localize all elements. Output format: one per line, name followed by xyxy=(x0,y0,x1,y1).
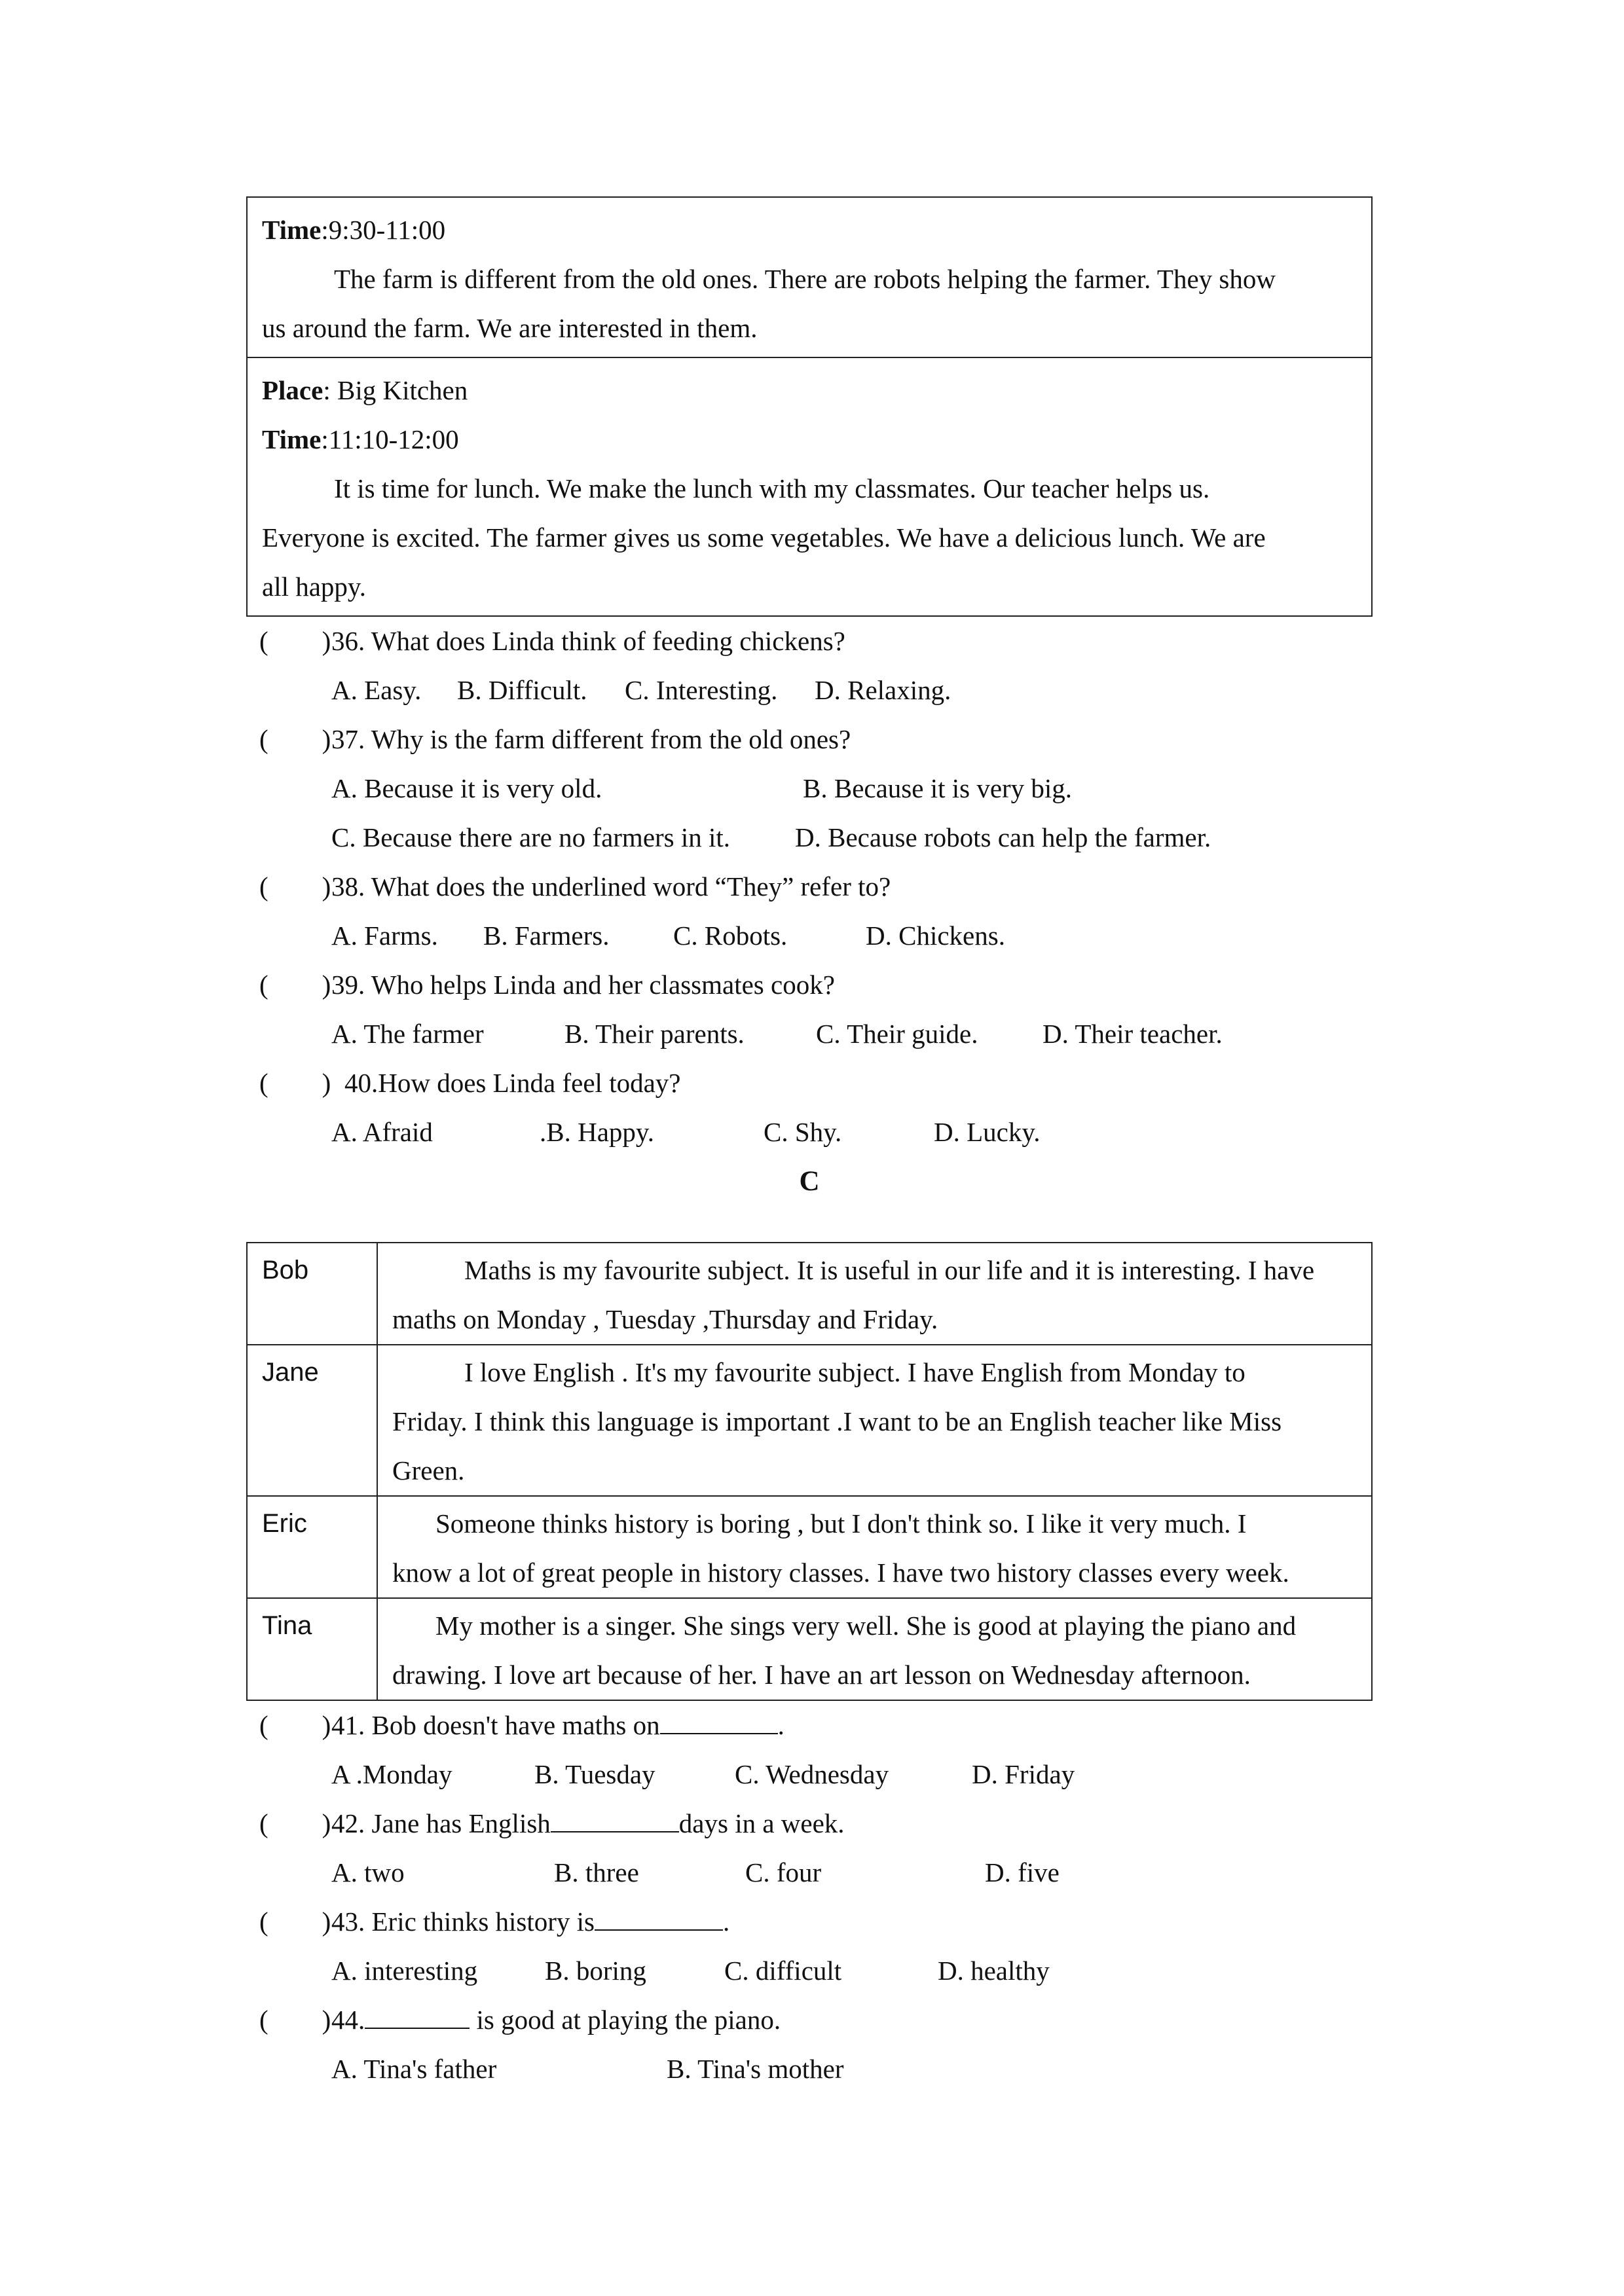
passage-text-line: It is time for lunch. We make the lunch with my classmates. Our teacher helps us. xyxy=(334,473,1210,503)
option-c: C. Robots. xyxy=(673,920,788,951)
option-c: C. four xyxy=(745,1857,822,1887)
place-line xyxy=(262,366,1358,415)
statement-line: drawing. I love art because of her. I have an art lesson on Wednesday afternoon. xyxy=(392,1660,1251,1690)
person-name: Tina xyxy=(247,1598,377,1700)
question-text: 36. What does Linda think of feeding chickens? xyxy=(331,626,845,656)
options-37-row-1 xyxy=(246,764,1373,813)
question-text: 39. Who helps Linda and her classmates cook? xyxy=(331,970,835,1000)
person-name: Jane xyxy=(247,1345,377,1496)
option-b: B. Farmers. xyxy=(483,920,610,951)
option-c: C. difficult xyxy=(724,1956,842,1986)
options-37-row-2 xyxy=(246,813,1373,862)
question-text xyxy=(331,1995,781,2045)
person-name: Eric xyxy=(247,1496,377,1598)
answer-bracket[interactable]: ( ) xyxy=(259,1906,331,1937)
statement-line: know a lot of great people in history classes. I have two history classes every week. xyxy=(392,1558,1289,1588)
option-a: A. The farmer xyxy=(331,1019,484,1049)
question-42 xyxy=(246,1799,1373,1848)
statement-line: My mother is a singer. She sings very well. She is good at playing the piano and xyxy=(435,1611,1297,1641)
question-40 xyxy=(246,1059,1373,1108)
option-a: A. interesting xyxy=(331,1956,478,1986)
question-end: days in a week. xyxy=(678,1808,845,1838)
option-d: D. Friday xyxy=(972,1759,1075,1789)
question-stem: 43. Eric thinks history is xyxy=(331,1906,595,1937)
option-d: D. Lucky. xyxy=(934,1117,1041,1147)
answer-bracket[interactable]: ( ) xyxy=(259,626,331,656)
question-36 xyxy=(246,617,1373,666)
statement-line: I love English . It's my favourite subject. I have English from Monday to xyxy=(464,1357,1246,1387)
person-statement xyxy=(377,1496,1372,1598)
option-d: D. Relaxing. xyxy=(815,675,951,705)
option-c: C. Wednesday xyxy=(735,1759,889,1789)
question-text xyxy=(331,1701,784,1750)
options-41 xyxy=(246,1750,1373,1799)
statement-line: Someone thinks history is boring , but I don't think so. I like it very much. I xyxy=(435,1508,1247,1539)
question-43 xyxy=(246,1897,1373,1946)
time-label: Time xyxy=(262,215,322,245)
answer-bracket[interactable]: ( ) xyxy=(259,970,331,1000)
place-label: Place xyxy=(262,375,323,405)
option-b: B. three xyxy=(554,1857,639,1887)
question-37 xyxy=(246,715,1373,764)
questions-b xyxy=(246,617,1373,1157)
option-b: B. Tuesday xyxy=(534,1759,655,1789)
table-row xyxy=(247,1243,1372,1345)
passage-b-block-1 xyxy=(248,198,1371,357)
option-a: A. two xyxy=(331,1857,405,1887)
question-text: 37. Why is the farm different from the old ones? xyxy=(331,724,851,754)
answer-blank[interactable] xyxy=(660,1708,778,1734)
person-statement xyxy=(377,1345,1372,1496)
question-end: is good at playing the piano. xyxy=(470,2005,781,2035)
statement-line: maths on Monday , Tuesday ,Thursday and Friday. xyxy=(392,1304,938,1334)
time-line xyxy=(262,415,1358,464)
answer-bracket[interactable]: ( ) xyxy=(259,1710,331,1740)
option-c: C. Shy. xyxy=(764,1117,842,1147)
question-41 xyxy=(246,1701,1373,1750)
options-43 xyxy=(246,1946,1373,1995)
option-b: B. Tina's mother xyxy=(667,2054,844,2084)
option-d: D. healthy xyxy=(938,1956,1050,1986)
answer-blank[interactable] xyxy=(365,2003,470,2029)
option-b: B. Their parents. xyxy=(564,1019,745,1049)
question-stem: 44. xyxy=(331,2005,365,2035)
answer-bracket[interactable]: ( ) xyxy=(259,2005,331,2035)
person-statement xyxy=(377,1243,1372,1345)
time-label: Time xyxy=(262,424,322,454)
option-d: D. Their teacher. xyxy=(1043,1019,1223,1049)
question-stem: 41. Bob doesn't have maths on xyxy=(331,1710,660,1740)
option-b: .B. Happy. xyxy=(540,1117,654,1147)
answer-blank[interactable] xyxy=(551,1806,679,1832)
option-a: A. Because it is very old. xyxy=(331,773,602,803)
question-44 xyxy=(246,1995,1373,2045)
question-39 xyxy=(246,960,1373,1010)
options-40 xyxy=(246,1108,1373,1157)
option-c: C. Their guide. xyxy=(816,1019,978,1049)
option-a: A. Farms. xyxy=(331,920,438,951)
passage-text-line: us around the farm. We are interested in them. xyxy=(262,313,758,343)
time-value: :9:30-11:00 xyxy=(321,215,446,245)
statement-line: Maths is my favourite subject. It is useful in our life and it is interesting. I have xyxy=(464,1255,1315,1285)
statement-line: Friday. I think this language is important .I want to be an English teacher like Miss xyxy=(392,1406,1282,1436)
person-statement xyxy=(377,1598,1372,1700)
options-39 xyxy=(246,1010,1373,1059)
option-a: A. Afraid xyxy=(331,1117,433,1147)
answer-bracket[interactable]: ( ) xyxy=(259,871,331,902)
option-a: A. Easy. xyxy=(331,675,422,705)
passage-b-block-2 xyxy=(248,357,1371,615)
table-row xyxy=(247,1598,1372,1700)
questions-c xyxy=(246,1701,1373,2094)
question-38 xyxy=(246,862,1373,911)
question-text xyxy=(331,1897,729,1946)
answer-bracket[interactable]: ( ) xyxy=(259,1808,331,1838)
passage-text-line: The farm is different from the old ones. There are robots helping the farmer. They show xyxy=(334,264,1276,294)
passage-b-box xyxy=(246,196,1373,617)
passage-text-line: all happy. xyxy=(262,572,367,602)
time-line xyxy=(262,206,1358,255)
question-stem: 42. Jane has English xyxy=(331,1808,551,1838)
person-name: Bob xyxy=(247,1243,377,1345)
options-44 xyxy=(246,2045,1373,2094)
section-c-title: C xyxy=(799,1166,820,1197)
option-a: A. Tina's father xyxy=(331,2054,497,2084)
answer-blank[interactable] xyxy=(595,1904,723,1931)
question-text xyxy=(331,1799,845,1848)
option-c: C. Interesting. xyxy=(625,675,778,705)
options-36 xyxy=(246,666,1373,715)
option-d: D. five xyxy=(985,1857,1060,1887)
option-d: D. Because robots can help the farmer. xyxy=(795,822,1211,852)
options-42 xyxy=(246,1848,1373,1897)
table-row xyxy=(247,1345,1372,1496)
option-b: B. Because it is very big. xyxy=(803,773,1073,803)
passage-text-line: Everyone is excited. The farmer gives us some vegetables. We have a delicious lunch. We are xyxy=(262,522,1266,553)
question-end: . xyxy=(723,1906,730,1937)
option-c: C. Because there are no farmers in it. xyxy=(331,822,731,852)
option-a: A .Monday xyxy=(331,1759,452,1789)
time-value: :11:10-12:00 xyxy=(321,424,459,454)
exam-page xyxy=(246,196,1373,2094)
option-d: D. Chickens. xyxy=(866,920,1005,951)
option-b: B. boring xyxy=(545,1956,646,1986)
section-c-table xyxy=(246,1242,1373,1701)
answer-bracket[interactable]: ( ) xyxy=(259,724,331,754)
question-text: 40.How does Linda feel today? xyxy=(344,1068,681,1098)
question-end: . xyxy=(777,1710,784,1740)
answer-bracket[interactable]: ( ) xyxy=(259,1068,331,1098)
option-b: B. Difficult. xyxy=(457,675,587,705)
options-38 xyxy=(246,911,1373,960)
table-row xyxy=(247,1496,1372,1598)
question-text: 38. What does the underlined word “They” refer to? xyxy=(331,871,891,902)
place-value: : Big Kitchen xyxy=(323,375,468,405)
statement-line: Green. xyxy=(392,1455,465,1485)
